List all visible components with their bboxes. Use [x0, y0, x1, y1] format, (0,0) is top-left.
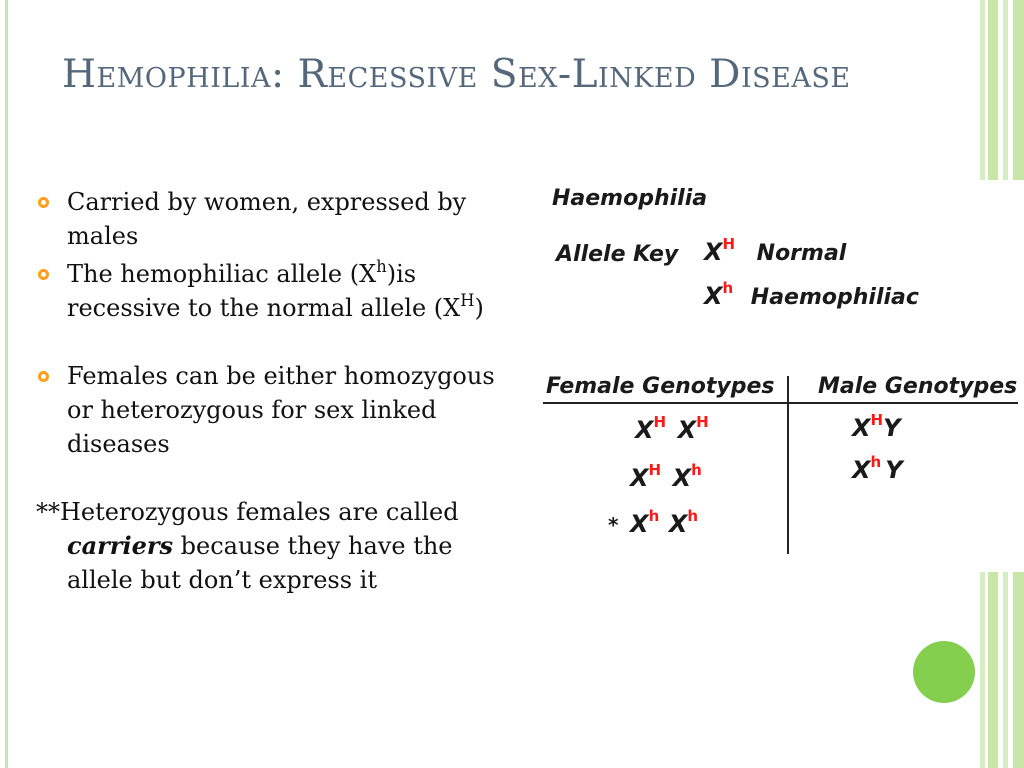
top-right-stripe-d [1013, 0, 1024, 180]
male-genotype-normal: XHY [852, 411, 901, 442]
female-genotype-carrier-b: * Xh Xh [608, 507, 699, 538]
allele-key-haemophiliac: Xh Haemophiliac [704, 279, 919, 310]
top-right-stripe-c [1003, 0, 1008, 180]
bullet-circle-icon [38, 269, 49, 280]
bullet-circle-icon [38, 197, 49, 208]
top-right-stripe-b [988, 0, 998, 180]
bottom-right-stripe-d [1013, 572, 1024, 768]
slide-title: Hemophilia: Recessive Sex-Linked Disease [62, 52, 851, 97]
bottom-right-stripe-b [988, 572, 998, 768]
top-right-stripe-a [980, 0, 985, 180]
female-genotype-carrier-a: XH Xh [630, 461, 702, 492]
male-genotypes-header: Male Genotypes [818, 374, 1018, 399]
bottom-right-stripe-a [980, 572, 985, 768]
bullet-list [36, 185, 506, 597]
genotype-figure [540, 180, 1020, 560]
female-genotypes-header: Female Genotypes [546, 374, 775, 399]
green-circle-decoration [913, 641, 975, 703]
table-header-rule [543, 402, 1018, 404]
carrier-note: **Heterozygous females are called carriers because they have the allele but don’t express it [36, 498, 459, 594]
bullet-text: The hemophiliac allele $(X^h)is$ recessive to the normal allele $(X^H)$ [67, 257, 484, 322]
male-genotype-haemophiliac: Xh Y [852, 453, 903, 484]
emphasis-carriers: carriers [67, 531, 173, 560]
bullet-text: Females can be either homozygous or heterozygous for sex linked diseases [67, 362, 495, 458]
bottom-right-stripe-c [1003, 572, 1008, 768]
allele-key-label: Allele Key [556, 242, 679, 267]
allele-key-normal: XH Normal [704, 235, 847, 266]
bullet-item [36, 257, 506, 325]
female-genotype-normal: XH XH [635, 413, 709, 444]
bullet-item [36, 359, 506, 461]
figure-heading: Haemophilia [552, 186, 708, 211]
bullet-text: Carried by women, expressed by males [67, 188, 467, 250]
left-frame-line [5, 0, 8, 768]
bullet-circle-icon [38, 371, 49, 382]
table-column-divider [787, 376, 789, 554]
bullet-item [36, 185, 506, 253]
